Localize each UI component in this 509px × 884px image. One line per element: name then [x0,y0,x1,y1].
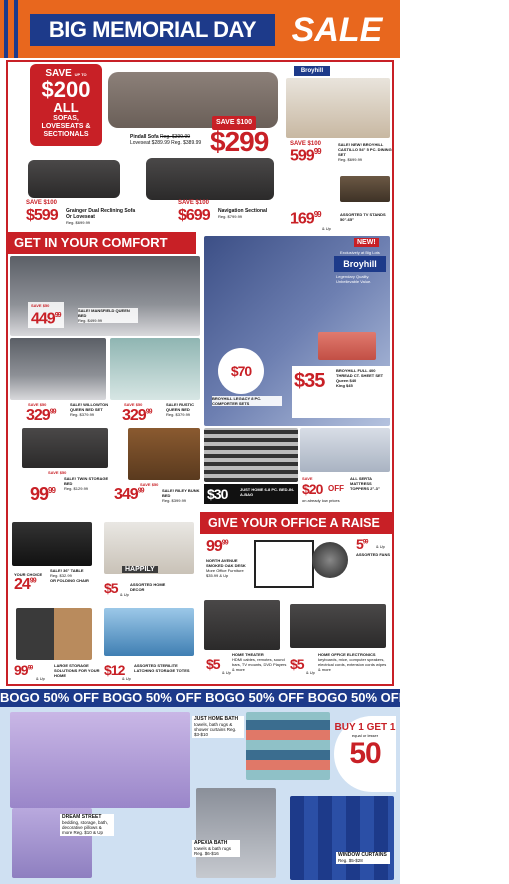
storage-price: 99 [14,662,28,678]
desk-cents: 99 [221,539,228,547]
serta-save: SAVE [302,476,313,481]
grainger-price: $599 [26,207,58,224]
grainger-info [66,208,136,225]
riley-bunk-image [128,428,200,480]
castillo-save: SAVE $100 [290,141,321,147]
table-reg: Reg. $32.99 [50,573,72,578]
mansfield-save: SAVE $50 [31,303,50,308]
mansfield-price-box [28,302,64,328]
pindall-price: $299 [210,126,269,157]
decor-up: & Up [120,592,129,597]
pindall-save-badge: SAVE $100 [212,116,256,130]
dream-desc: bedding, storage, bath, decorative pillows & more [62,820,109,835]
castillo-info [338,142,392,162]
willowton-price: 329 [26,407,50,424]
decor-sign: HAPPILY [122,566,158,573]
pindall-loveseat: Loveseat $289.99 [130,140,170,146]
top-banner [0,0,400,58]
dream-label-box [60,814,114,836]
twin-info [64,476,114,491]
theater-desc: HDMI cables, remotes, sound bars, TV mounts, DVD Players & more [232,657,287,672]
navigation-price: $699 [178,207,210,224]
fans-up: & Up [376,544,385,549]
electronics-info [318,652,390,672]
bogo-strip: BOGO 50% OFF BOGO 50% OFF BOGO 50% OFF BOGO 50% OFF BOGO 50% OFF [0,690,509,705]
broyhill-exclusive: Exclusively at Big Lots [340,250,380,255]
willowton-image [10,338,106,400]
fans-cents: 99 [362,539,368,546]
electronics-name: HOME OFFICE ELECTRONICS [318,652,376,657]
rustic-price: 329 [122,407,146,424]
tvstand-info [340,212,390,222]
banner-sale: SALE [291,11,383,49]
riley-save: SAVE $50 [140,482,159,487]
comforter-info [212,396,282,406]
sterilite-image [104,608,194,656]
desk-name: NORTH AVENUE SMOKED OAK DESK [206,558,246,568]
desk-image [254,540,314,588]
twin-name: SALE! TWIN STORAGE BED [64,476,109,486]
equal-lesser: equal or lesser [351,733,379,738]
theater-image [204,600,280,650]
twin-reg: Reg. $129.99 [64,486,89,491]
willowton-reg: Reg. $379.99 [70,412,95,417]
office-bar: GIVE YOUR OFFICE A RAISE [200,512,392,534]
banner-stripe [14,0,18,58]
comforter-price-circle [218,348,264,394]
grainger-reg: Reg. $699.99 [66,220,91,225]
curtain-label-box [336,852,390,864]
twin-save: SAVE $50 [48,470,67,475]
buy-one: BUY 1 GET 1 [334,722,396,733]
storage-cents: 99 [27,665,33,672]
curtains-image [290,796,394,880]
sheet-name: BROYHILL FULL 400 THREAD CT. SHEET SET [336,368,384,378]
mansfield-info [78,308,138,323]
grainger-image [28,160,120,198]
sheet-image [318,332,376,360]
electronics-up: & Up [306,670,315,675]
table-cents: 99 [29,577,36,585]
broyhill-tagline: Legendary Quality. Unbelievable Value. [336,274,372,284]
your-choice: YOUR CHOICE [14,572,43,577]
all-label: ALL [53,100,79,115]
king-set: King $45 [336,383,353,388]
twin-price: 99 [30,484,49,504]
theater-price: $5 [206,656,220,672]
comforter-price: $70 [230,363,252,379]
rustic-reg: Reg. $379.99 [166,412,191,417]
serta-box [300,476,390,506]
bath-reg: Reg. $3-$10 [194,727,237,737]
riley-price: 349 [114,486,138,503]
apexia-desc: towels & bath rugs [194,846,232,851]
pindall-loveseat-reg: Reg. $389.99 [171,140,202,146]
riley-info [162,488,202,503]
theater-info [232,652,288,672]
sheet-box [292,366,392,418]
tvstand-price-wrap [290,210,321,228]
rustic-save: SAVE $50 [124,402,143,407]
twin-bed-image [22,428,108,468]
apexia-label-box [192,840,240,857]
grainger-name: Grainger Dual Reclining Sofa Or Loveseat [66,208,136,220]
electronics-image [290,604,386,648]
apexia-label: APEXIA BATH [194,840,228,846]
curtain-reg: Reg. $5-$28 [338,858,363,863]
pindall-sofa-name: Pindall Sofa [130,134,159,140]
save-badge [30,64,102,146]
castillo-price-wrap [290,147,321,165]
theater-up: & Up [222,670,231,675]
pindall-info [130,134,210,146]
fans-price: 5 [356,536,363,552]
willowton-info [70,402,110,417]
twin-cents: 99 [48,486,55,495]
serta-name: ALL SERTA MATTRESS TOPPERS 2"-3" [350,476,380,491]
bedinbag-name: JUST HOME 6-8 PC. BED-IN-A-BAG [240,487,295,497]
storage-image [16,608,92,660]
pindall-sofa-reg: Reg. $399.99 [160,134,191,140]
bath-label-box [192,716,244,738]
comforter-name: BROYHILL LEGACY 8 PC. COMFORTER SETS [212,396,262,406]
storage-up: & Up [36,676,45,681]
storage-name: LARGE STORAGE SOLUTIONS FOR YOUR HOME [54,663,100,678]
new-tag: NEW! [354,238,379,247]
apexia-image [196,788,276,878]
bedinbag-price: $30 [207,486,228,502]
serta-note: on already low prices [302,498,340,503]
desk-more: More Office Furniture $35.99 & Up [206,568,244,578]
table-price: 24 [14,576,30,593]
navigation-save: SAVE $100 [178,200,209,206]
dream-street-image [10,712,190,808]
desk-price: 99 [206,538,222,555]
castillo-image [286,78,390,138]
dream-label: DREAM STREET [62,814,102,820]
willowton-cents: 99 [49,408,56,416]
bath-towels-image [246,712,330,780]
riley-reg: Reg. $399.99 [162,498,187,503]
banner-title: BIG MEMORIAL DAY [30,14,275,46]
table-info [50,568,100,583]
sheet-price: $35 [294,370,325,392]
castillo-name: SALE! NEW! BROYHILL CASTILLO 54" 5 PC. DINING SET [338,142,392,157]
tvstand-name: ASSORTED TV STANDS 50"-65" [340,212,386,222]
sterilite-up: & Up [122,676,131,681]
serta-off: OFF [328,484,344,493]
comfort-zone-bar: GET IN YOUR COMFORT [6,232,196,254]
serta-price: $20 [302,481,323,497]
mansfield-price: 449 [31,310,55,328]
bath-label: JUST HOME BATH [194,716,239,722]
sterilite-price: $12 [104,662,125,678]
banner-stripe [4,0,8,58]
save-word: SAVE [45,68,72,79]
tvstand-image [340,176,390,202]
navigation-name: Navigation Sectional [218,208,268,214]
mansfield-reg: Reg. $499.99 [78,318,103,323]
rustic-cents: 99 [145,408,152,416]
willowton-name: SALE! WILLOWTON QUEEN BED SET [70,402,109,412]
save-up-to: UP TO [74,72,87,77]
categories-label: SOFAS, LOVESEATS & SECTIONALS [41,115,91,138]
decor-price: $5 [104,580,118,596]
save-amount: $200 [41,77,91,102]
serta-image [300,428,390,472]
electronics-price: $5 [290,656,304,672]
queen-set: Queen $40 [336,378,357,383]
bath-desc: towels, bath rugs & shower curtains [194,722,233,732]
tvstand-price: 169 [290,210,314,228]
riley-cents: 99 [137,487,144,495]
table-chair: OR FOLDING CHAIR [50,578,89,583]
rustic-name: SALE! RUSTIC QUEEN BED [166,402,194,412]
mansfield-name: SALE! MANSFIELD QUEEN BED [78,308,130,318]
broyhill-logo-2: Broyhill [334,256,386,272]
desk-info [206,558,252,578]
bedinbag-box [204,484,298,504]
decor-name: ASSORTED HOME DECOR [130,582,166,592]
curtain-label: WINDOW CURTAINS [338,852,387,858]
electronics-desc: keyboards, mice, computer speakers, electrical cords, extension cords wipes & more [318,657,387,672]
fifty: 50 [349,737,381,770]
mansfield-cents: 99 [54,312,61,319]
castillo-reg: Reg. $699.99 [338,157,363,162]
bedinbag-image [204,428,298,482]
willowton-save: SAVE $50 [28,402,47,407]
navigation-info [218,208,278,219]
rustic-info [166,402,200,417]
table-name: SALE! 36" TABLE [50,568,84,573]
navigation-image [146,158,274,200]
dream-reg: Reg. $10 & Up [73,830,104,835]
castillo-price: 599 [290,147,314,165]
apexia-reg: Reg. $6-$16 [194,851,219,856]
broyhill-logo: Broyhill [294,66,330,76]
navigation-reg: Reg. $799.99 [218,214,243,219]
castillo-cents: 99 [313,147,321,156]
table-chairs-image [12,522,92,566]
sterilite-name: ASSORTED STERILITE LATCHING STORAGE TOTES [134,663,190,673]
grainger-save: SAVE $100 [26,200,57,206]
fans-name: ASSORTED FANS [356,552,391,557]
riley-name: SALE! RILEY BUNK BED [162,488,200,498]
tvstand-up: & Up [322,226,331,231]
rustic-image [110,338,200,400]
fan-image [312,542,348,578]
tvstand-cents: 99 [313,210,321,219]
theater-name: HOME THEATER [232,652,264,657]
